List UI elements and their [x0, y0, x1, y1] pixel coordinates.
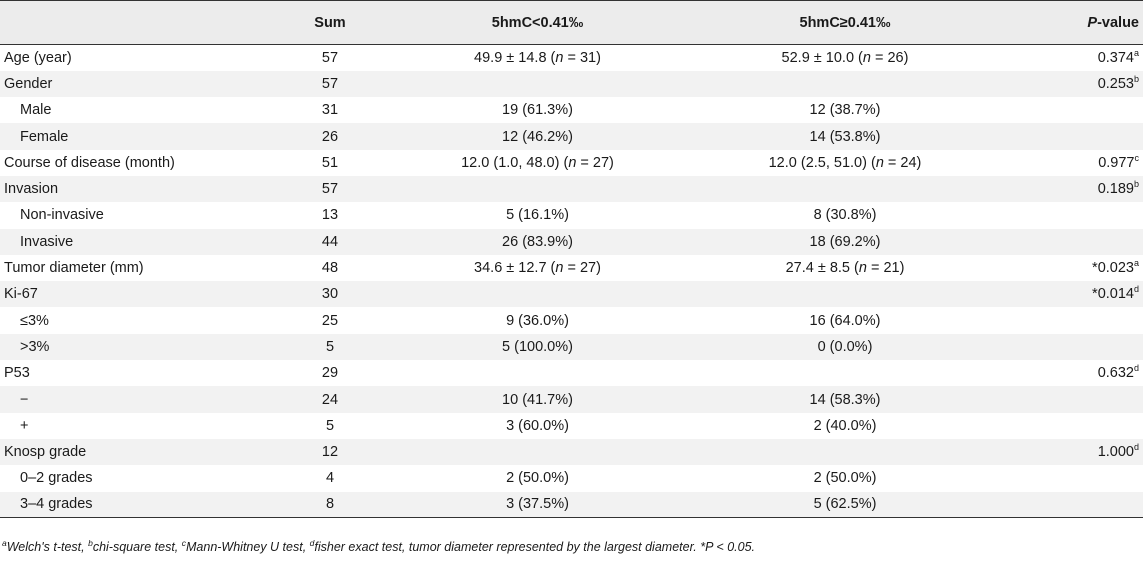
row-high-value [680, 360, 1010, 386]
table-row [0, 123, 1143, 149]
cell-value-text: 26 (83.9%) [502, 233, 573, 250]
cell-n-count: = 26) [870, 49, 909, 66]
row-p-value [1010, 97, 1143, 123]
row-sum: 51 [321, 154, 339, 171]
row-low-value [395, 307, 680, 333]
cell-value-text: 34.6 ± 12.7 ( [474, 260, 556, 277]
row-p-value [1010, 281, 1143, 307]
row-sum: 8 [265, 492, 395, 518]
table-row [0, 97, 1143, 123]
table-body [0, 45, 1143, 518]
table-header-row [0, 1, 1143, 45]
row-high-value [680, 307, 1010, 333]
row-sum: 44 [265, 229, 395, 255]
cell-value-text: 3 (60.0%) [506, 417, 569, 434]
row-p-value [1010, 413, 1143, 439]
row-label: Invasive [0, 229, 265, 255]
p-value-test-mark: a [1133, 48, 1139, 59]
row-low-value [395, 45, 680, 71]
row-low-value [395, 97, 680, 123]
row-sum: 25 [321, 312, 339, 329]
row-low-value [395, 360, 680, 386]
cell-value-text: 9 (36.0%) [506, 312, 569, 329]
cell-n-count: = 31) [563, 49, 601, 66]
p-value-text: 0.977 [1098, 154, 1135, 171]
row-p-value [1010, 465, 1143, 491]
row-label: Age (year) [4, 49, 72, 66]
cell-value-text: 5 (100.0%) [502, 338, 573, 355]
row-label: + [20, 417, 29, 434]
row-p-value [1010, 71, 1143, 97]
row-high-value [680, 150, 1010, 176]
cell-n-symbol: n [858, 260, 867, 277]
table-row [0, 439, 1143, 465]
p-value-text: 0.253 [1097, 75, 1134, 92]
table-row [0, 176, 1143, 202]
cell-value-text: 16 (64.0%) [809, 312, 881, 329]
footnote-a-text: Welch's t-test, [6, 540, 89, 554]
cell-value-text: 2 (50.0%) [813, 470, 877, 487]
row-low-value [395, 229, 680, 255]
header-sum: Sum [265, 1, 395, 45]
row-sum: 4 [325, 470, 335, 487]
table-row [0, 492, 1143, 518]
cell-value-text: 12.0 (2.5, 51.0) ( [768, 154, 876, 171]
row-low-value [395, 386, 680, 412]
p-value-test-mark: b [1133, 74, 1139, 85]
row-label: P53 [4, 365, 30, 382]
row-sum: 5 [265, 334, 395, 360]
row-p-value [1010, 45, 1143, 71]
p-value-text: 0.374 [1097, 49, 1134, 66]
row-high-value [680, 123, 1010, 149]
row-low-value [395, 71, 680, 97]
row-label: Female [0, 123, 265, 149]
row-label: >3% [0, 334, 265, 360]
p-value-text: *0.014 [1092, 286, 1134, 303]
p-value-test-mark: d [1133, 442, 1139, 453]
table-row [0, 360, 1143, 386]
header-high-5hmc: 5hmC≥0.41‰ [680, 1, 1010, 45]
cell-value-text: 5 (62.5%) [813, 496, 877, 513]
row-p-value [1010, 386, 1143, 412]
row-label: Knosp grade [0, 439, 265, 465]
cell-n-symbol: n [555, 260, 564, 277]
row-p-value [1010, 150, 1143, 176]
row-sum: 57 [265, 176, 395, 202]
cell-value-text: 19 (61.3%) [502, 102, 573, 119]
cell-n-count: = 27) [563, 260, 601, 277]
row-low-value [395, 281, 680, 307]
row-high-value [680, 176, 1010, 202]
footnote-b-mark: b [88, 537, 93, 548]
row-low-value [395, 176, 680, 202]
row-label: Course of disease (month) [4, 154, 175, 171]
row-label: Male [20, 102, 52, 119]
row-low-value [395, 465, 680, 491]
row-p-value [1010, 492, 1143, 518]
row-low-value [395, 413, 680, 439]
row-sum: 31 [321, 102, 339, 119]
row-sum: 13 [321, 207, 339, 224]
row-low-value [395, 255, 680, 281]
header-p-value [1010, 1, 1143, 45]
row-high-value [680, 229, 1010, 255]
row-low-value [395, 202, 680, 228]
row-sum: 57 [321, 49, 339, 66]
row-p-value [1010, 360, 1143, 386]
row-p-value [1010, 439, 1143, 465]
table-row [0, 465, 1143, 491]
cell-value-text: 10 (41.7%) [502, 391, 573, 408]
row-sum: 48 [321, 260, 339, 277]
table-row [0, 202, 1143, 228]
row-high-value [680, 386, 1010, 412]
row-low-value [395, 334, 680, 360]
p-value-text: *0.023 [1092, 260, 1134, 277]
row-label: 0–2 grades [20, 470, 93, 487]
row-high-value [680, 45, 1010, 71]
table-row [0, 413, 1143, 439]
row-label: Ki-67 [0, 281, 265, 307]
row-high-value [680, 202, 1010, 228]
table-row [0, 150, 1143, 176]
p-value-text: 0.632 [1097, 365, 1134, 382]
row-high-value [680, 281, 1010, 307]
row-high-value [680, 492, 1010, 518]
cell-n-symbol: n [875, 154, 884, 171]
row-sum: 57 [265, 71, 395, 97]
row-label: 3–4 grades [0, 492, 265, 518]
table-row [0, 334, 1143, 360]
header-p-rest: -value [1097, 14, 1139, 31]
row-low-value [395, 492, 680, 518]
row-sum: 26 [265, 123, 395, 149]
table-row [0, 281, 1143, 307]
footnote-a-mark: a [2, 537, 7, 548]
p-value-test-mark: b [1133, 179, 1139, 190]
header-low-5hmc: 5hmC<0.41‰ [395, 1, 680, 45]
cell-value-text: 49.9 ± 14.8 ( [474, 49, 556, 66]
cell-value-text: 3 (37.5%) [506, 496, 569, 513]
row-label: ≤3% [20, 312, 49, 329]
cell-n-count: = 27) [576, 154, 614, 171]
row-p-value [1010, 255, 1143, 281]
p-value-test-mark: d [1133, 284, 1139, 295]
table-row [0, 307, 1143, 333]
footnote-b-text: chi-square test, [92, 540, 182, 554]
row-low-value [395, 439, 680, 465]
row-sum: 12 [265, 439, 395, 465]
cell-value-text: 12 (38.7%) [809, 102, 881, 119]
row-low-value [395, 150, 680, 176]
cell-n-symbol: n [555, 49, 564, 66]
p-value-test-mark: c [1134, 153, 1139, 163]
row-p-value [1010, 123, 1143, 149]
table-row [0, 255, 1143, 281]
p-value-test-mark: d [1133, 363, 1139, 374]
row-high-value [680, 97, 1010, 123]
cell-value-text: 2 (50.0%) [506, 470, 569, 487]
cell-value-text: 52.9 ± 10.0 ( [781, 49, 863, 66]
table-row [0, 45, 1143, 71]
row-sum: 30 [265, 281, 395, 307]
row-high-value [680, 334, 1010, 360]
table-footnote [2, 537, 1141, 554]
cell-value-text: 2 (40.0%) [813, 417, 877, 434]
cell-n-count: = 24) [883, 154, 922, 171]
row-sum: 5 [325, 417, 335, 434]
row-label: − [0, 386, 265, 412]
cell-n-symbol: n [862, 49, 871, 66]
row-p-value [1010, 202, 1143, 228]
row-label: Gender [0, 71, 265, 97]
row-high-value [680, 465, 1010, 491]
p-value-text: 1.000 [1097, 444, 1134, 461]
row-p-value [1010, 229, 1143, 255]
row-p-value [1010, 334, 1143, 360]
cell-value-text: 14 (53.8%) [809, 128, 881, 145]
footnote-d-text: fisher exact test, tumor diameter represented by the largest diameter. *P < 0.05. [314, 540, 756, 554]
row-low-value [395, 123, 680, 149]
cell-n-count: = 21) [866, 260, 905, 277]
row-p-value [1010, 176, 1143, 202]
cell-value-text: 8 (30.8%) [813, 207, 877, 224]
row-high-value [680, 439, 1010, 465]
row-sum: 29 [321, 365, 339, 382]
cell-value-text: 12.0 (1.0, 48.0) ( [461, 154, 569, 171]
cell-value-text: 18 (69.2%) [809, 233, 881, 250]
cell-value-text: 12 (46.2%) [502, 128, 573, 145]
table-row [0, 386, 1143, 412]
footnote-c-text: Mann-Whitney U test, [186, 540, 310, 554]
row-high-value [680, 413, 1010, 439]
row-high-value [680, 71, 1010, 97]
table-row [0, 71, 1143, 97]
row-label: Invasion [0, 176, 265, 202]
row-high-value [680, 255, 1010, 281]
p-value-test-mark: a [1133, 258, 1139, 269]
header-p-italic: P [1087, 14, 1098, 31]
footnote-d-mark: d [309, 537, 315, 548]
footnote-c-mark: c [181, 537, 186, 548]
cell-value-text: 27.4 ± 8.5 ( [785, 260, 859, 277]
p-value-text: 0.189 [1097, 181, 1134, 198]
table-row [0, 229, 1143, 255]
cell-value-text: 5 (16.1%) [506, 207, 569, 224]
row-sum: 24 [265, 386, 395, 412]
cell-value-text: 14 (58.3%) [809, 391, 881, 408]
row-p-value [1010, 307, 1143, 333]
header-variable [0, 1, 265, 45]
cell-n-symbol: n [568, 154, 577, 171]
row-label: Tumor diameter (mm) [4, 260, 144, 277]
row-label: Non-invasive [20, 207, 104, 224]
cell-value-text: 0 (0.0%) [817, 338, 873, 355]
